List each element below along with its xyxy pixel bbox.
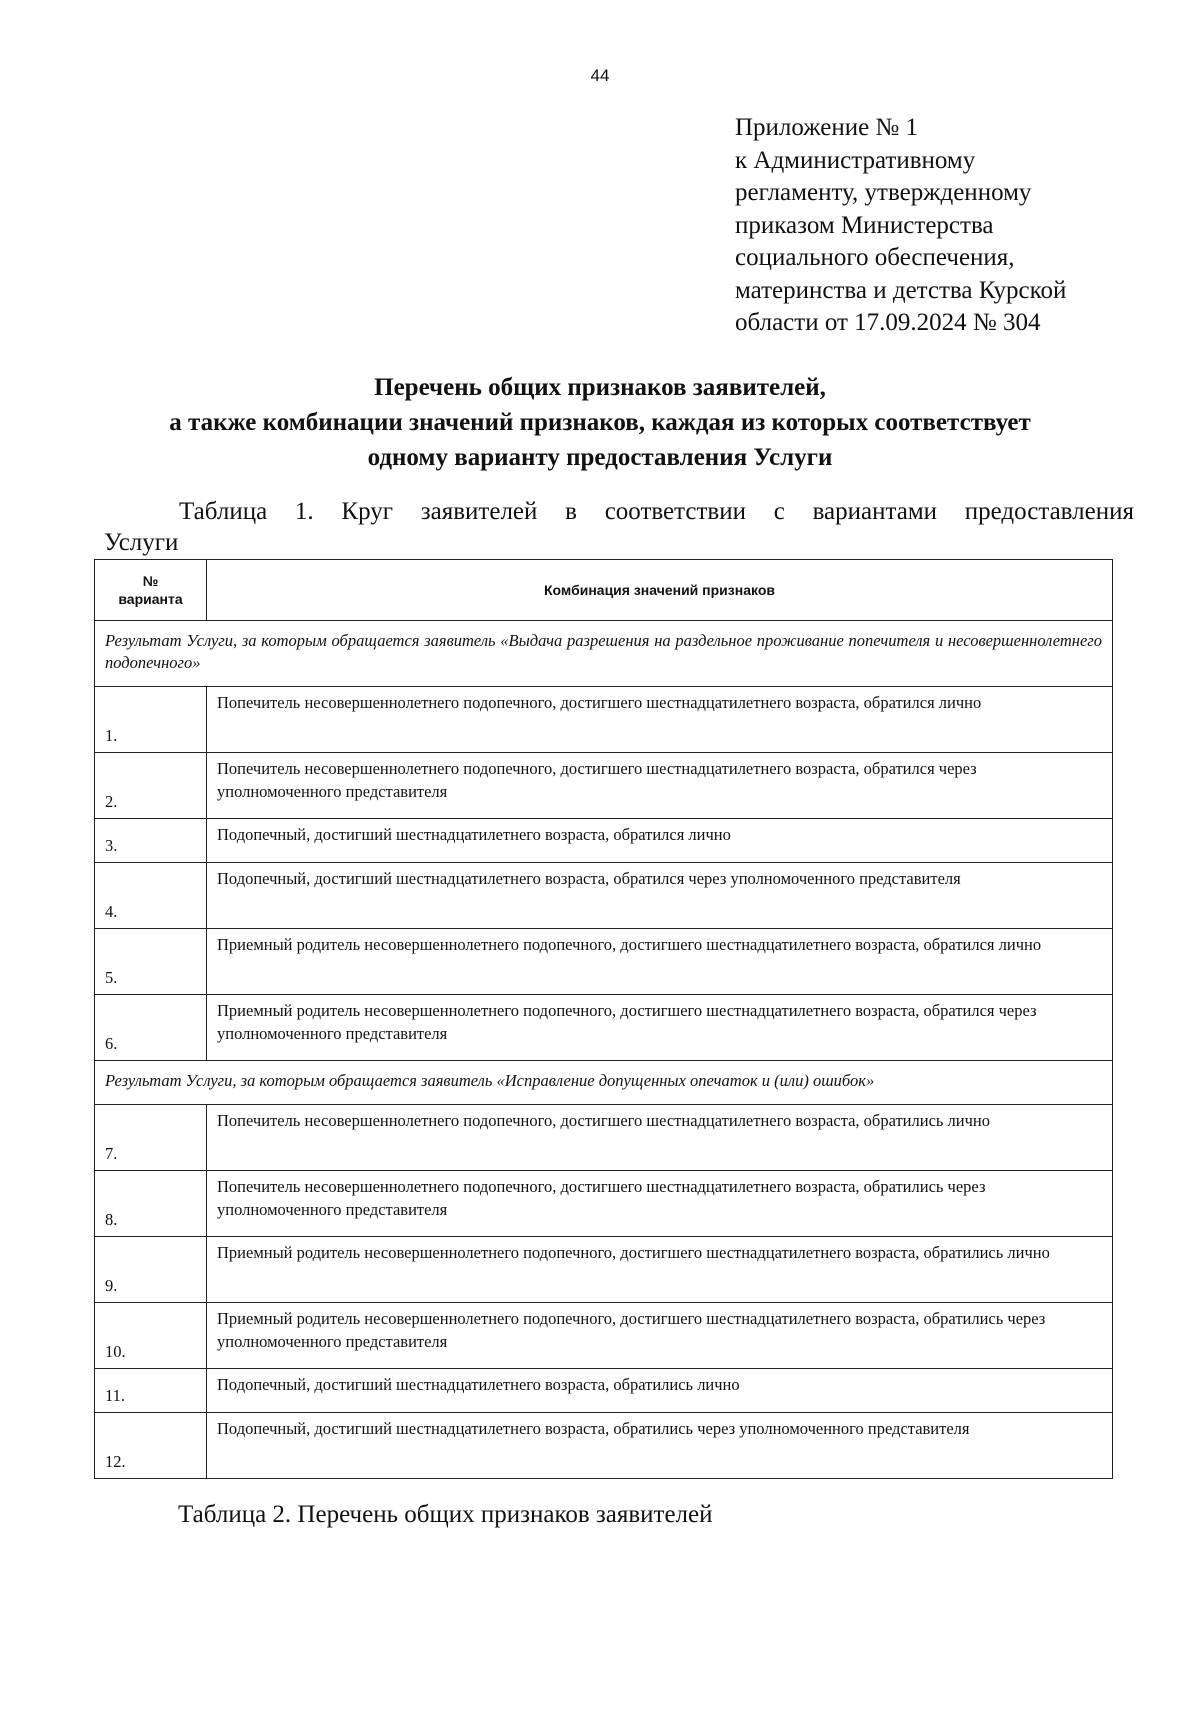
appendix-block [735,112,1066,340]
variant-description: Подопечный, достигший шестнадцатилетнего возраста, обратились через уполномоченного представителя [207,1413,1113,1479]
variant-description: Попечитель несовершеннолетнего подопечного, достигшего шестнадцатилетнего возраста, обратился лично [207,687,1113,753]
variant-number: 12. [95,1413,207,1479]
variant-number: 10. [95,1303,207,1369]
table-row [95,1237,1113,1303]
appendix-line: области от 17.09.2024 № 304 [735,309,1041,336]
table-row [95,929,1113,995]
table-row [95,1303,1113,1369]
variant-number: 8. [95,1171,207,1237]
variant-description: Подопечный, достигший шестнадцатилетнего возраста, обратились лично [207,1369,1113,1413]
header-variant-number [95,560,207,621]
variant-description: Попечитель несовершеннолетнего подопечного, достигшего шестнадцатилетнего возраста, обратился через уполномоченного представителя [207,753,1113,819]
variant-description: Подопечный, достигший шестнадцатилетнего возраста, обратился лично [207,819,1113,863]
variant-number: 1. [95,687,207,753]
table-row [95,1105,1113,1171]
table2-caption: Таблица 2. Перечень общих признаков заявителей [178,1501,713,1528]
table-row [95,753,1113,819]
appendix-line: к Административному [735,146,976,174]
table1-caption-line: Таблица 1. Круг заявителей в соответствии с вариантами предоставления [179,498,1134,525]
title-line: одному варианту предоставления Услуги [367,444,833,471]
table-row [95,1171,1113,1237]
variant-description: Приемный родитель несовершеннолетнего подопечного, достигшего шестнадцатилетнего возраста, обратился через уполномоченного представителя [207,995,1113,1061]
table1-caption-line: Услуги [104,529,179,556]
variant-description: Попечитель несовершеннолетнего подопечного, достигшего шестнадцатилетнего возраста, обратились через уполномоченного представителя [207,1171,1113,1237]
section-title: Результат Услуги, за которым обращается заявитель «Выдача разрешения на раздельное проживание попечителя и несовершеннолетнего подопечного» [95,621,1113,687]
table-row [95,863,1113,929]
section-title: Результат Услуги, за которым обращается заявитель «Исправление допущенных опечаток и (или) ошибок» [95,1061,1113,1105]
appendix-line: регламенту, утвержденному [735,179,1032,206]
variant-description: Приемный родитель несовершеннолетнего подопечного, достигшего шестнадцатилетнего возраста, обратился лично [207,929,1113,995]
variant-number: 9. [95,1237,207,1303]
appendix-line: социального обеспечения, [735,244,1015,271]
variant-description: Приемный родитель несовершеннолетнего подопечного, достигшего шестнадцатилетнего возраста, обратились через уполномоченного представителя [207,1303,1113,1369]
title-line: а также комбинации значений признаков, каждая из которых соответствует [169,409,1031,436]
applicants-table [94,559,1113,1479]
table1-caption [104,496,1134,558]
variant-description: Подопечный, достигший шестнадцатилетнего возраста, обратился через уполномоченного представителя [207,863,1113,929]
header-variant-label: варианта [118,591,183,607]
section-row [95,621,1113,687]
variant-number: 5. [95,929,207,995]
section-row [95,1061,1113,1105]
appendix-line: материнства и детства Курской [735,276,1067,304]
variant-description: Попечитель несовершеннолетнего подопечного, достигшего шестнадцатилетнего возраста, обратились лично [207,1105,1113,1171]
variant-description: Приемный родитель несовершеннолетнего подопечного, достигшего шестнадцатилетнего возраста, обратились лично [207,1237,1113,1303]
variant-number: 6. [95,995,207,1061]
variant-number: 4. [95,863,207,929]
header-combination: Комбинация значений признаков [207,560,1113,621]
variant-number: 3. [95,819,207,863]
table-row [95,819,1113,863]
variant-number: 7. [95,1105,207,1171]
table-row [95,687,1113,753]
table-header-row [95,560,1113,621]
table-row [95,995,1113,1061]
appendix-line: Приложение № 1 [735,114,919,141]
table-row [95,1413,1113,1479]
variant-number: 11. [95,1369,207,1413]
table-row [95,1369,1113,1413]
document-title [0,370,1200,475]
title-line: Перечень общих признаков заявителей, [374,374,826,401]
page-number: 44 [590,66,610,85]
appendix-line: приказом Министерства [735,211,994,239]
variant-number: 2. [95,753,207,819]
header-number-sign: № [142,573,159,589]
